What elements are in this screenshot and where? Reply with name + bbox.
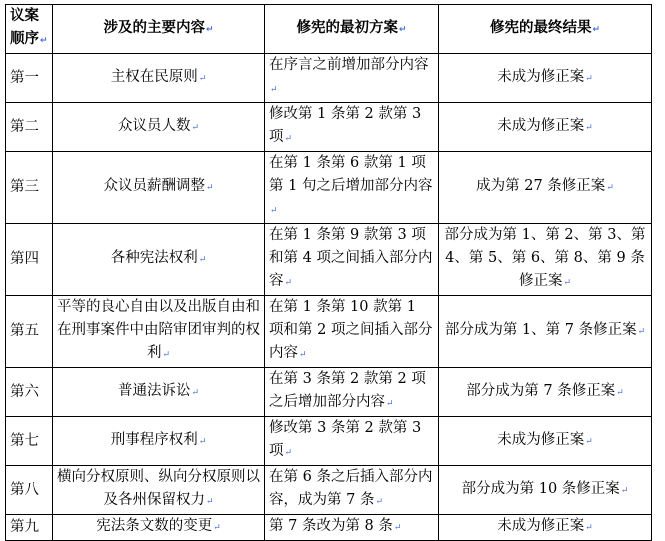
cell-content: 众议员薪酬调整↵: [53, 152, 265, 224]
cell-content: 横向分权原则、纵向分权原则以及各州保留权力↵: [53, 466, 265, 515]
cell-result: 成为第 27 条修正案↵: [439, 152, 652, 224]
cell-result: 部分成为第 1、第 7 条修正案↵: [439, 296, 652, 368]
cell-content: 刑事程序权利↵: [53, 417, 265, 466]
cell-initial: 在第 3 条第 2 款第 2 项之后增加部分内容↵: [265, 368, 439, 417]
cell-initial: 在第 1 条第 10 款第 1 项和第 2 项之间插入部分内容↵: [265, 296, 439, 368]
table-row: [6, 54, 652, 103]
header-content: 涉及的主要内容↵: [53, 5, 265, 54]
table-row: [6, 515, 652, 541]
cell-order: 第七: [6, 417, 53, 466]
table-row: [6, 152, 652, 224]
cell-initial: 在第 1 条第 6 款第 1 项第 1 句之后增加部分内容↵: [265, 152, 439, 224]
cell-order: 第四: [6, 224, 53, 296]
cell-initial: 在序言之前增加部分内容↵: [265, 54, 439, 103]
cell-result: 部分成为第 10 条修正案↵: [439, 466, 652, 515]
cell-content: 众议员人数↵: [53, 103, 265, 152]
header-result: 修宪的最终结果↵: [439, 5, 652, 54]
table-row: [6, 103, 652, 152]
header-initial: 修宪的最初方案↵: [265, 5, 439, 54]
table-row: [6, 296, 652, 368]
cell-content: 普通法诉讼↵: [53, 368, 265, 417]
cell-result: 未成为修正案↵: [439, 417, 652, 466]
cell-order: 第九: [6, 515, 53, 541]
cell-order: 第八: [6, 466, 53, 515]
cell-content: 平等的良心自由以及出版自由和在刑事案件中由陪审团审判的权利↵: [53, 296, 265, 368]
cell-initial: 在第 1 条第 9 款第 3 项和第 4 项之间插入部分内容↵: [265, 224, 439, 296]
cell-initial: 修改第 1 条第 2 款第 3 项↵: [265, 103, 439, 152]
table-row: [6, 466, 652, 515]
cell-result: 未成为修正案↵: [439, 103, 652, 152]
cell-initial: 第 7 条改为第 8 条↵: [265, 515, 439, 541]
cell-order: 第五: [6, 296, 53, 368]
cell-result: 未成为修正案↵: [439, 515, 652, 541]
cell-result: 部分成为第 1、第 2、第 3、第 4、第 5、第 6、第 8、第 9 条修正案↵: [439, 224, 652, 296]
cell-result: 未成为修正案↵: [439, 54, 652, 103]
header-order: 议案顺序↵: [6, 5, 53, 54]
cell-content: 宪法条文数的变更↵: [53, 515, 265, 541]
cell-order: 第二: [6, 103, 53, 152]
cell-result: 部分成为第 7 条修正案↵: [439, 368, 652, 417]
cell-initial: 修改第 3 条第 2 款第 3 项↵: [265, 417, 439, 466]
cell-order: 第一: [6, 54, 53, 103]
table-row: [6, 417, 652, 466]
amendment-table: [5, 4, 652, 541]
header-row: [6, 5, 652, 54]
table-row: [6, 368, 652, 417]
cell-order: 第六: [6, 368, 53, 417]
cell-order: 第三: [6, 152, 53, 224]
cell-content: 主权在民原则↵: [53, 54, 265, 103]
cell-content: 各种宪法权利↵: [53, 224, 265, 296]
cell-initial: 在第 6 条之后插入部分内容，成为第 7 条↵: [265, 466, 439, 515]
table-row: [6, 224, 652, 296]
